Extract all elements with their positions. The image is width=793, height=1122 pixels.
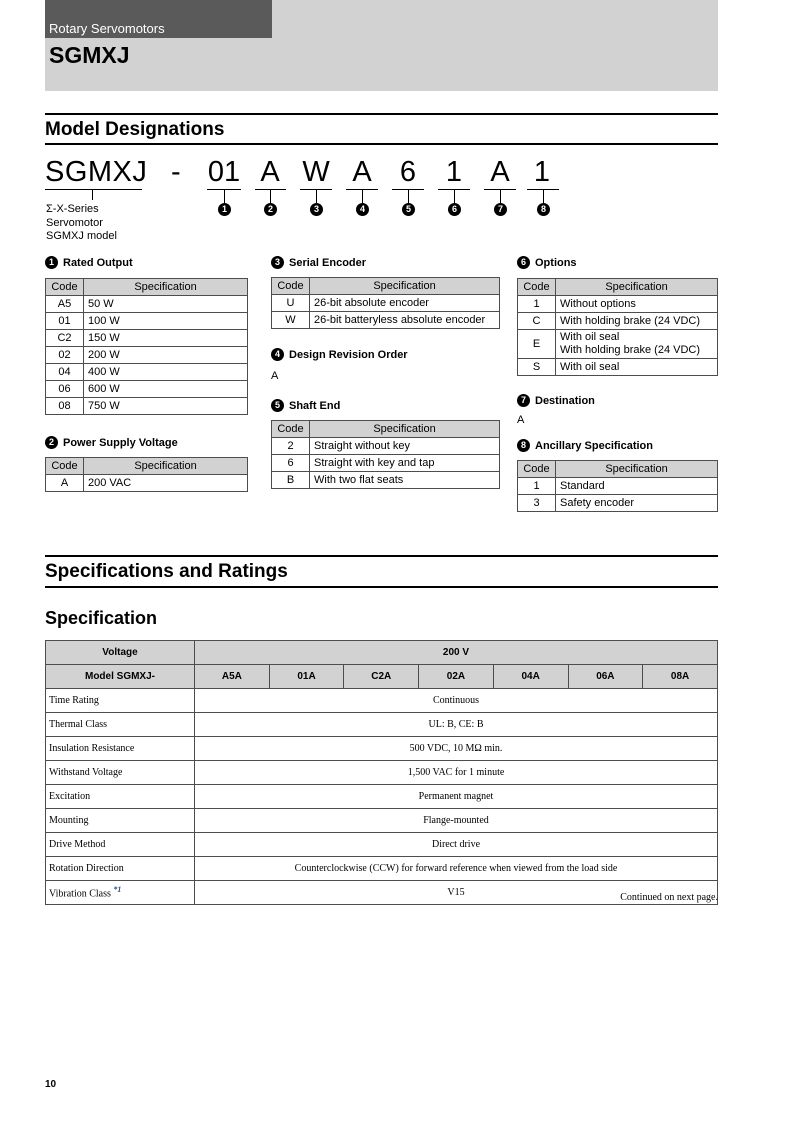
part-tick-7 xyxy=(500,189,501,203)
section-rule-bottom xyxy=(45,586,718,588)
section-rule-top xyxy=(45,555,718,557)
part-tick-4 xyxy=(362,189,363,203)
model-base-tick xyxy=(92,189,93,200)
table-row xyxy=(518,478,718,495)
voltage-row xyxy=(46,641,718,665)
power-supply-title: Power Supply Voltage xyxy=(63,436,178,449)
table-row xyxy=(46,689,718,713)
part-tick-5 xyxy=(408,189,409,203)
table-header-row xyxy=(46,458,248,475)
model-part-5: 6 xyxy=(399,156,417,188)
part-number-7: 7 xyxy=(494,203,507,216)
model-row xyxy=(46,665,718,689)
model-part-3: W xyxy=(302,156,330,188)
spec-cell: Straight without key xyxy=(310,438,500,455)
rated-output-table xyxy=(45,278,248,415)
part-tick-6 xyxy=(454,189,455,203)
model-cell: 06A xyxy=(568,665,643,689)
table-row xyxy=(272,455,500,472)
row-value: Flange-mounted xyxy=(195,809,718,833)
table-row xyxy=(46,475,248,492)
table-row xyxy=(46,857,718,881)
row-value: Permanent magnet xyxy=(195,785,718,809)
serial-encoder-heading xyxy=(271,256,366,269)
ratings-table xyxy=(45,640,718,905)
model-part-6: 1 xyxy=(445,156,463,188)
row-label: Insulation Resistance xyxy=(46,737,195,761)
code-cell: C2 xyxy=(46,330,84,347)
code-header: Code xyxy=(518,461,556,478)
serial-encoder-number: 3 xyxy=(271,256,284,269)
table-row xyxy=(46,381,248,398)
page-title: SGMXJ xyxy=(49,42,130,68)
table-row xyxy=(46,296,248,313)
model-cell: 02A xyxy=(419,665,494,689)
code-header: Code xyxy=(46,279,84,296)
model-base-code: SGMXJ xyxy=(45,156,148,188)
model-part-8: 1 xyxy=(533,156,551,188)
part-number-8: 8 xyxy=(537,203,550,216)
spec-cell: With two flat seats xyxy=(310,472,500,489)
model-part-4: A xyxy=(352,156,372,188)
row-value: UL: B, CE: B xyxy=(195,713,718,737)
model-cell: 08A xyxy=(643,665,718,689)
code-header: Code xyxy=(272,421,310,438)
table-row xyxy=(46,881,718,905)
row-label: Thermal Class xyxy=(46,713,195,737)
voltage-value: 200 V xyxy=(195,641,718,665)
model-cell: 01A xyxy=(269,665,344,689)
row-label: Withstand Voltage xyxy=(46,761,195,785)
row-value: Direct drive xyxy=(195,833,718,857)
table-row xyxy=(518,359,718,376)
code-cell: A xyxy=(46,475,84,492)
table-row xyxy=(46,833,718,857)
table-row xyxy=(518,296,718,313)
options-number: 6 xyxy=(517,256,530,269)
code-header: Code xyxy=(46,458,84,475)
code-cell: 02 xyxy=(46,347,84,364)
spec-header: Specification xyxy=(310,421,500,438)
row-label-text: Vibration Class xyxy=(49,888,111,900)
code-cell: 04 xyxy=(46,364,84,381)
table-header-row xyxy=(272,421,500,438)
code-cell: B xyxy=(272,472,310,489)
ancillary-heading xyxy=(517,439,653,452)
table-header-row xyxy=(518,461,718,478)
table-row xyxy=(46,398,248,415)
footnote-link[interactable]: *1 xyxy=(113,885,122,895)
code-cell: U xyxy=(272,295,310,312)
table-row xyxy=(46,330,248,347)
table-row xyxy=(518,495,718,512)
row-label xyxy=(46,881,195,905)
model-cell: C2A xyxy=(344,665,419,689)
table-row xyxy=(272,438,500,455)
shaft-end-table xyxy=(271,420,500,489)
code-cell: 1 xyxy=(518,478,556,495)
code-header: Code xyxy=(518,279,556,296)
specification-subtitle: Specification xyxy=(45,608,158,628)
design-revision-value: A xyxy=(271,370,279,382)
spec-line-2: With holding brake (24 VDC) xyxy=(560,344,701,356)
ancillary-number: 8 xyxy=(517,439,530,452)
model-cell: A5A xyxy=(195,665,270,689)
row-label: Time Rating xyxy=(46,689,195,713)
row-label: Excitation xyxy=(46,785,195,809)
power-supply-table xyxy=(45,457,248,492)
serial-encoder-table xyxy=(271,277,500,329)
code-cell: E xyxy=(518,330,556,359)
table-row xyxy=(46,809,718,833)
ancillary-table xyxy=(517,460,718,512)
options-table xyxy=(517,278,718,376)
table-row xyxy=(46,761,718,785)
destination-title: Destination xyxy=(535,394,595,407)
code-cell: A5 xyxy=(46,296,84,313)
spec-cell: 150 W xyxy=(84,330,248,347)
model-dash: - xyxy=(171,156,181,188)
destination-value: A xyxy=(517,414,525,426)
rated-output-number: 1 xyxy=(45,256,58,269)
model-part-7: A xyxy=(490,156,510,188)
code-cell: 2 xyxy=(272,438,310,455)
row-value: 1,500 VAC for 1 minute xyxy=(195,761,718,785)
model-base-underline xyxy=(45,189,142,190)
table-row xyxy=(46,737,718,761)
row-label: Drive Method xyxy=(46,833,195,857)
table-row xyxy=(272,312,500,329)
design-revision-title: Design Revision Order xyxy=(289,348,408,361)
row-label: Rotation Direction xyxy=(46,857,195,881)
destination-number: 7 xyxy=(517,394,530,407)
page-number: 10 xyxy=(45,1079,57,1090)
header-category: Rotary Servomotors xyxy=(49,21,165,36)
part-number-4: 4 xyxy=(356,203,369,216)
continued-note: Continued on next page. xyxy=(620,892,718,903)
spec-cell: Safety encoder xyxy=(556,495,718,512)
table-row xyxy=(518,330,718,359)
shaft-end-title: Shaft End xyxy=(289,399,341,412)
row-value: Continuous xyxy=(195,689,718,713)
code-cell: W xyxy=(272,312,310,329)
table-row xyxy=(272,472,500,489)
part-number-3: 3 xyxy=(310,203,323,216)
spec-cell: 100 W xyxy=(84,313,248,330)
spec-cell: Without options xyxy=(556,296,718,313)
code-header: Code xyxy=(272,278,310,295)
power-supply-number: 2 xyxy=(45,436,58,449)
code-cell: 6 xyxy=(272,455,310,472)
code-cell: 3 xyxy=(518,495,556,512)
code-cell: 06 xyxy=(46,381,84,398)
code-cell: 08 xyxy=(46,398,84,415)
spec-cell: 26-bit absolute encoder xyxy=(310,295,500,312)
part-tick-1 xyxy=(224,189,225,203)
code-cell: 1 xyxy=(518,296,556,313)
row-label: Mounting xyxy=(46,809,195,833)
part-number-1: 1 xyxy=(218,203,231,216)
spec-cell: 50 W xyxy=(84,296,248,313)
section-rule-bottom xyxy=(45,143,718,145)
spec-cell: With oil seal xyxy=(556,359,718,376)
spec-line-1: With oil seal xyxy=(560,331,620,343)
options-title: Options xyxy=(535,256,577,269)
rated-output-heading xyxy=(45,256,133,269)
model-part-2: A xyxy=(260,156,280,188)
part-number-6: 6 xyxy=(448,203,461,216)
table-header-row xyxy=(518,279,718,296)
spec-header: Specification xyxy=(556,461,718,478)
serial-encoder-title: Serial Encoder xyxy=(289,256,367,269)
part-tick-8 xyxy=(543,189,544,203)
voltage-label: Voltage xyxy=(46,641,195,665)
spec-cell: With holding brake (24 VDC) xyxy=(556,313,718,330)
code-cell: 01 xyxy=(46,313,84,330)
model-cell: 04A xyxy=(493,665,568,689)
spec-cell: Standard xyxy=(556,478,718,495)
spec-cell: 400 W xyxy=(84,364,248,381)
ancillary-title: Ancillary Specification xyxy=(535,439,653,452)
rated-output-title: Rated Output xyxy=(63,256,133,269)
design-revision-number: 4 xyxy=(271,348,284,361)
row-value: 500 VDC, 10 MΩ min. xyxy=(195,737,718,761)
spec-header: Specification xyxy=(84,279,248,296)
spec-cell xyxy=(556,330,718,359)
spec-cell: 200 W xyxy=(84,347,248,364)
spec-header: Specification xyxy=(310,278,500,295)
spec-header: Specification xyxy=(84,458,248,475)
table-row xyxy=(46,785,718,809)
design-revision-heading xyxy=(271,348,408,361)
row-value: V15 xyxy=(195,881,718,905)
part-tick-2 xyxy=(270,189,271,203)
spec-header: Specification xyxy=(556,279,718,296)
table-row xyxy=(46,713,718,737)
table-header-row xyxy=(46,279,248,296)
table-row xyxy=(518,313,718,330)
table-row xyxy=(46,313,248,330)
specs-ratings-title: Specifications and Ratings xyxy=(45,561,288,582)
shaft-end-heading xyxy=(271,399,340,412)
spec-cell: 200 VAC xyxy=(84,475,248,492)
part-tick-3 xyxy=(316,189,317,203)
table-row xyxy=(46,347,248,364)
model-label: Model SGMXJ- xyxy=(46,665,195,689)
table-row xyxy=(272,295,500,312)
shaft-end-number: 5 xyxy=(271,399,284,412)
code-cell: C xyxy=(518,313,556,330)
options-heading xyxy=(517,256,577,269)
spec-cell: Straight with key and tap xyxy=(310,455,500,472)
row-value: Counterclockwise (CCW) for forward reference when viewed from the load side xyxy=(195,857,718,881)
spec-cell: 600 W xyxy=(84,381,248,398)
model-part-1: 01 xyxy=(207,156,241,188)
destination-heading xyxy=(517,394,595,407)
table-row xyxy=(46,364,248,381)
code-cell: S xyxy=(518,359,556,376)
spec-cell: 750 W xyxy=(84,398,248,415)
section-rule-top xyxy=(45,113,718,115)
part-number-5: 5 xyxy=(402,203,415,216)
model-designations-title: Model Designations xyxy=(45,119,225,140)
model-description: Σ-X-Series Servomotor SGMXJ model xyxy=(46,203,117,242)
power-supply-heading xyxy=(45,436,178,449)
part-number-2: 2 xyxy=(264,203,277,216)
spec-cell: 26-bit batteryless absolute encoder xyxy=(310,312,500,329)
table-header-row xyxy=(272,278,500,295)
